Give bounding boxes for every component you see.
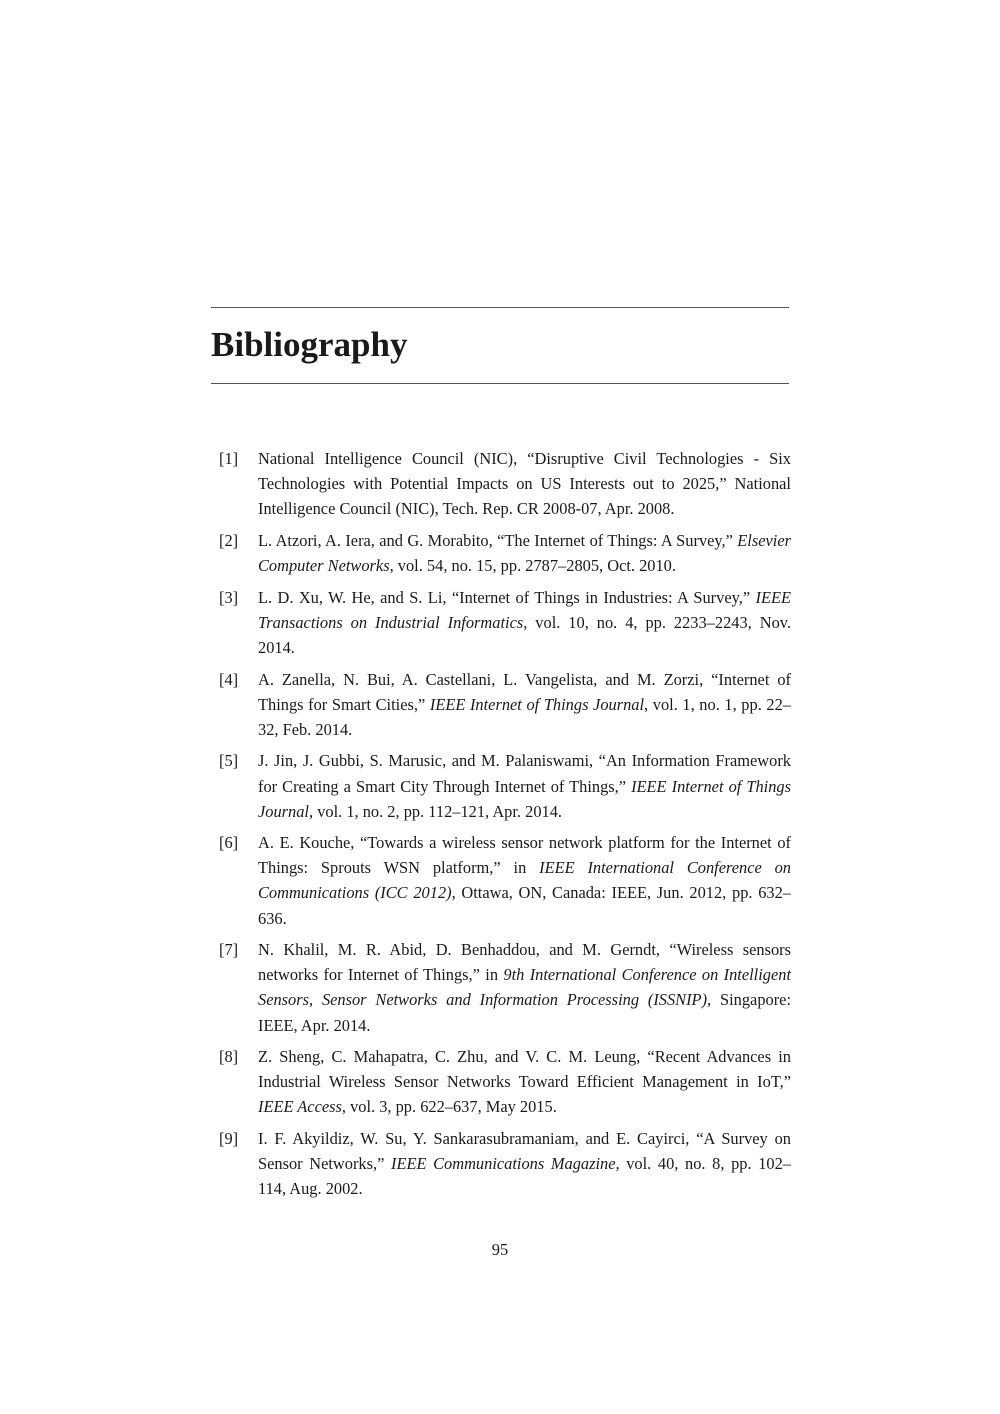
reference-venue: IEEE Transactions on Industrial Informatics xyxy=(258,587,791,632)
reference-number: [3] xyxy=(219,587,239,607)
reference-venue: IEEE Internet of Things Journal xyxy=(258,776,792,821)
reference-number: [2] xyxy=(219,530,239,550)
reference-text xyxy=(258,830,791,930)
reference-text xyxy=(258,528,791,578)
reference-text xyxy=(258,748,791,823)
reference-venue: IEEE Communications Magazine xyxy=(391,1154,616,1174)
reference-venue: IEEE Access xyxy=(258,1097,342,1117)
reference-text-segment: L. Atzori, A. Iera, and G. Morabito, “The Internet of Things: A Survey,” xyxy=(258,530,738,550)
reference-venue: IEEE International Conference on Communications (ICC 2012) xyxy=(258,858,791,903)
reference-text-segment: J. Jin, J. Gubbi, S. Marusic, and M. Palaniswami, “An Information Framework for Creating a Smart City Through Internet of Things,” xyxy=(258,751,791,796)
reference-text-segment: , vol. 40, no. 8, pp. 102–114, Aug. 2002. xyxy=(258,1154,791,1199)
heading-top-rule xyxy=(211,307,789,308)
reference-text-segment: A. E. Kouche, “Towards a wireless sensor network platform for the Internet of Things: Sprouts WSN platform,” in xyxy=(258,833,791,878)
reference-number: [6] xyxy=(219,833,239,853)
reference-venue: IEEE Internet of Things Journal xyxy=(429,694,645,714)
reference-text xyxy=(258,446,791,521)
reference-item xyxy=(211,1044,791,1119)
reference-number: [5] xyxy=(219,751,239,771)
reference-text-segment: I. F. Akyildiz, W. Su, Y. Sankarasubramaniam, and E. Cayirci, “A Survey on Sensor Networks,” xyxy=(258,1129,791,1174)
reference-text-segment: Z. Sheng, C. Mahapatra, C. Zhu, and V. C. M. Leung, “Recent Advances in Industrial Wireless Sensor Networks Toward Efficient Management in IoT,” xyxy=(258,1047,791,1092)
reference-item xyxy=(211,830,791,930)
reference-text-segment: N. Khalil, M. R. Abid, D. Benhaddou, and M. Gerndt, “Wireless sensors networks for Internet of Things,” in xyxy=(258,940,791,985)
reference-item xyxy=(211,748,791,823)
reference-venue: Elsevier Computer Networks xyxy=(258,530,791,575)
reference-item xyxy=(211,585,791,660)
reference-number: [9] xyxy=(219,1129,239,1149)
reference-text-segment: , vol. 1, no. 1, pp. 22–32, Feb. 2014. xyxy=(258,694,791,739)
reference-number: [8] xyxy=(219,1047,239,1067)
reference-text-segment: , Singapore: IEEE, Apr. 2014. xyxy=(258,990,791,1035)
reference-text-segment: L. D. Xu, W. He, and S. Li, “Internet of Things in Industries: A Survey,” xyxy=(258,587,756,607)
reference-text xyxy=(258,1126,791,1201)
reference-item xyxy=(211,446,791,521)
reference-text xyxy=(258,1044,791,1119)
page-number: 95 xyxy=(491,1240,509,1259)
reference-text xyxy=(258,585,791,660)
reference-text-segment: National Intelligence Council (NIC), “Disruptive Civil Technologies - Six Technologies with Potential Impacts on US Interests out to 2025,” National Intelligence Council (NIC), Tech. Rep. CR 2008-07, Apr. 2008. xyxy=(258,449,791,519)
reference-text-segment: A. Zanella, N. Bui, A. Castellani, L. Vangelista, and M. Zorzi, “Internet of Things for Smart Cities,” xyxy=(258,669,791,714)
reference-item xyxy=(211,937,791,1037)
page-title: Bibliography xyxy=(211,325,408,364)
reference-text-segment: , vol. 10, no. 4, pp. 2233–2243, Nov. 2014. xyxy=(258,612,792,657)
reference-text-segment: , vol. 54, no. 15, pp. 2787–2805, Oct. 2010. xyxy=(389,555,676,575)
reference-item xyxy=(211,667,791,742)
reference-item xyxy=(211,1126,791,1201)
reference-text-segment: , Ottawa, ON, Canada: IEEE, Jun. 2012, pp. 632–636. xyxy=(258,883,792,928)
reference-text-segment: , vol. 3, pp. 622–637, May 2015. xyxy=(341,1097,557,1117)
reference-venue: 9th International Conference on Intelligent Sensors, Sensor Networks and Information Processing (ISSNIP) xyxy=(258,965,792,1010)
reference-list xyxy=(211,446,791,1208)
reference-text xyxy=(258,937,791,1037)
reference-item xyxy=(211,528,791,578)
reference-number: [4] xyxy=(219,669,239,689)
reference-text xyxy=(258,667,791,742)
reference-text-segment: , vol. 1, no. 2, pp. 112–121, Apr. 2014. xyxy=(309,801,562,821)
reference-number: [1] xyxy=(219,449,239,468)
reference-number: [7] xyxy=(219,940,239,960)
heading-bottom-rule xyxy=(211,383,789,384)
